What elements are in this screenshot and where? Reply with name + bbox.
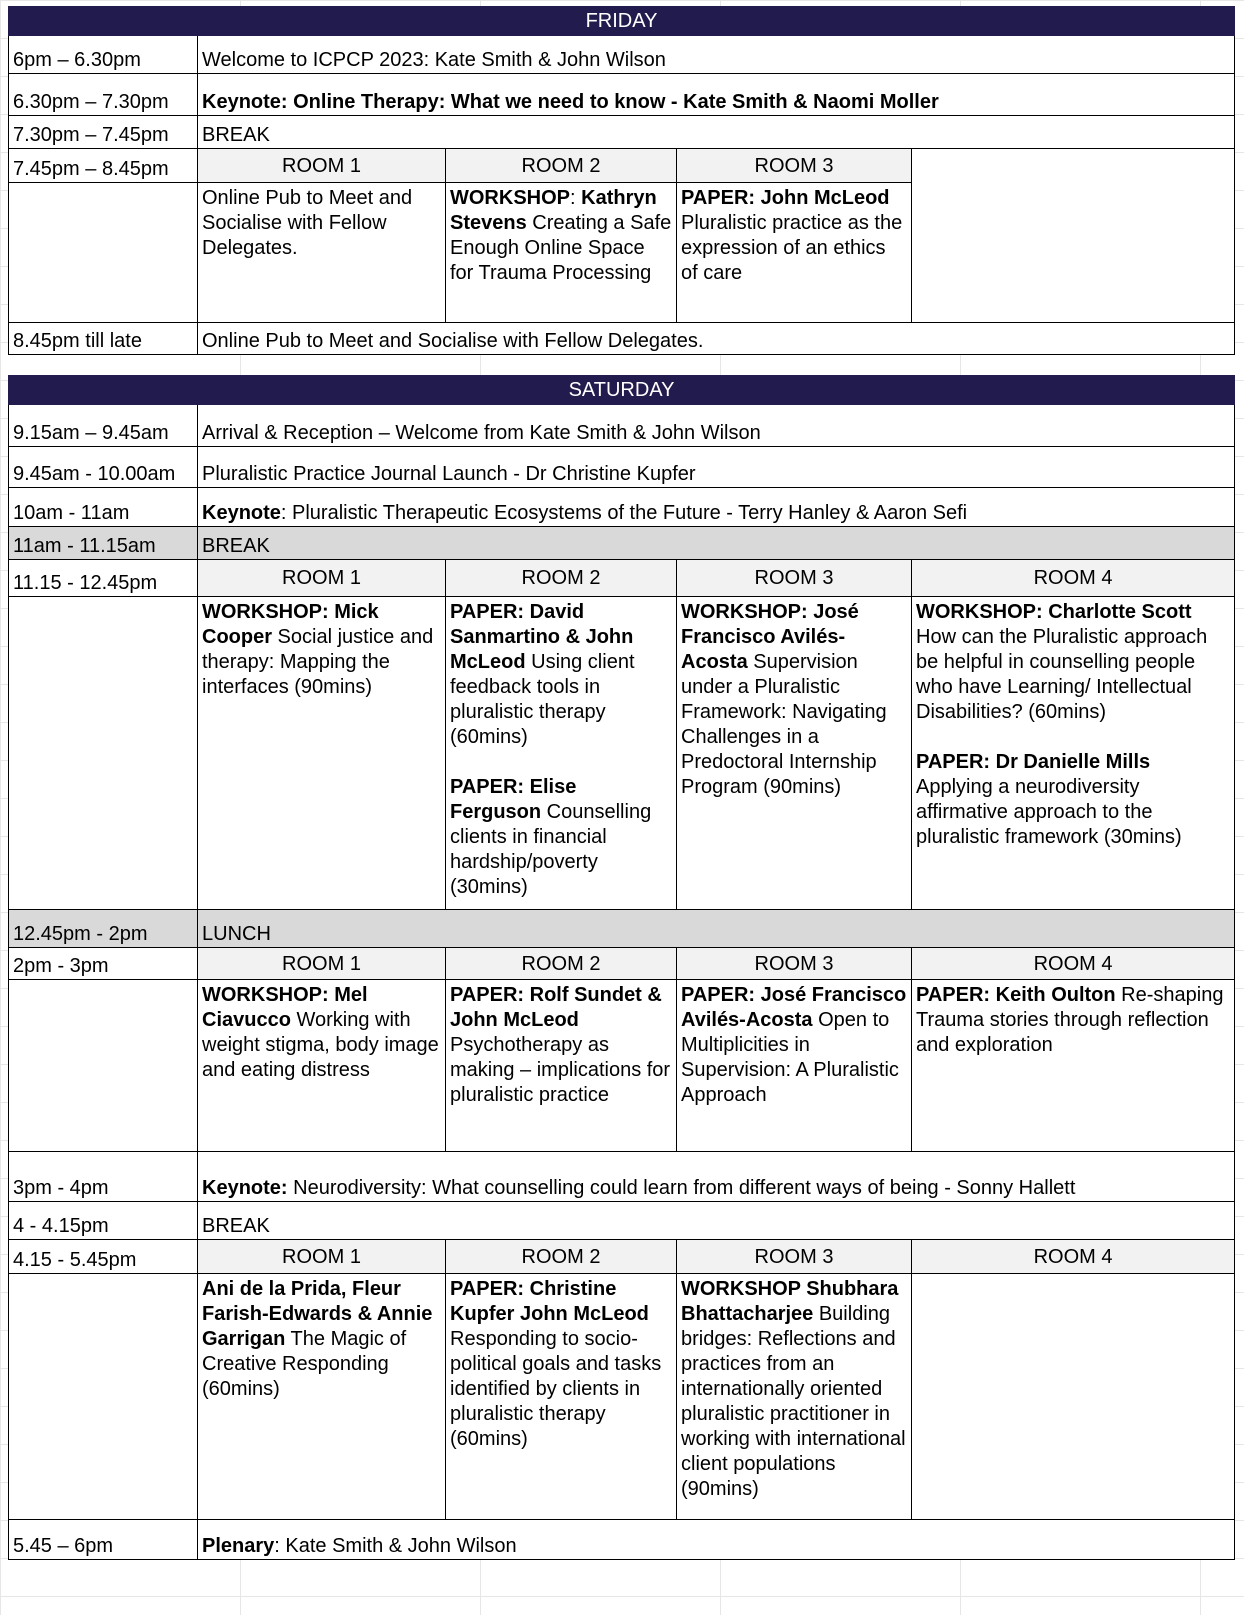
room1-session: WORKSHOP: Mel Ciavucco Working with weight stigma, body image and eating distress bbox=[198, 980, 446, 1152]
room-header: ROOM 3 bbox=[677, 1240, 912, 1274]
room-header: ROOM 4 bbox=[912, 560, 1235, 597]
keynote-cell: Keynote: Pluralistic Therapeutic Ecosystems of the Future - Terry Hanley & Aaron Sefi bbox=[198, 488, 1235, 527]
room-header: ROOM 1 bbox=[198, 560, 446, 597]
room4-session: PAPER: Keith Oulton Re-shaping Trauma stories through reflection and exploration bbox=[912, 980, 1235, 1152]
break-cell: BREAK bbox=[198, 116, 1235, 149]
room3-session: WORKSHOP: José Francisco Avilés-Acosta Supervision under a Pluralistic Framework: Navigating Challenges in a Predoctoral Internship Program (90mins) bbox=[677, 597, 912, 910]
room3-session: PAPER: John McLeod Pluralistic practice as the expression of an ethics of care bbox=[677, 183, 912, 323]
saturday-table bbox=[8, 375, 1235, 1560]
room-header: ROOM 3 bbox=[677, 560, 912, 597]
time-cell: 12.45pm - 2pm bbox=[9, 910, 198, 948]
room4-session: WORKSHOP: Charlotte Scott How can the Pluralistic approach be helpful in counselling people who have Learning/ Intellectual Disabilities? (60mins) PAPER: Dr Danielle Mills Applying a neurodiversity affirmative approach to the pluralistic framework (30mins) bbox=[912, 597, 1235, 910]
time-cell: 9.45am - 10.00am bbox=[9, 447, 198, 488]
event-cell: Arrival & Reception – Welcome from Kate Smith & John Wilson bbox=[198, 405, 1235, 447]
time-cell: 6.30pm – 7.30pm bbox=[9, 74, 198, 116]
room-header: ROOM 4 bbox=[912, 1240, 1235, 1274]
break-cell: BREAK bbox=[198, 1202, 1235, 1240]
keynote-cell: Keynote: Neurodiversity: What counselling could learn from different ways of being - Sonny Hallett bbox=[198, 1152, 1235, 1202]
time-cell: 7.30pm – 7.45pm bbox=[9, 116, 198, 149]
room-header: ROOM 2 bbox=[446, 149, 677, 183]
time-cell: 5.45 – 6pm bbox=[9, 1520, 198, 1560]
saturday-header: SATURDAY bbox=[9, 376, 1235, 405]
room3-session: PAPER: José Francisco Avilés-Acosta Open to Multiplicities in Supervision: A Pluralistic Approach bbox=[677, 980, 912, 1152]
time-cell: 2pm - 3pm bbox=[9, 948, 198, 980]
room1-session: WORKSHOP: Mick Cooper Social justice and therapy: Mapping the interfaces (90mins) bbox=[198, 597, 446, 910]
event-cell: Welcome to ICPCP 2023: Kate Smith & John Wilson bbox=[198, 36, 1235, 74]
time-cell: 3pm - 4pm bbox=[9, 1152, 198, 1202]
event-cell: Online Pub to Meet and Socialise with Fellow Delegates. bbox=[198, 323, 1235, 355]
time-cell: 11.15 - 12.45pm bbox=[9, 560, 198, 597]
room-header: ROOM 1 bbox=[198, 1240, 446, 1274]
time-cell: 9.15am – 9.45am bbox=[9, 405, 198, 447]
room-header: ROOM 3 bbox=[677, 149, 912, 183]
time-cell: 4.15 - 5.45pm bbox=[9, 1240, 198, 1274]
room3-session: WORKSHOP Shubhara Bhattacharjee Building bridges: Reflections and practices from an internationally oriented pluralistic practitioner in working with international client populations (90mins) bbox=[677, 1274, 912, 1520]
room-header: ROOM 1 bbox=[198, 149, 446, 183]
room-header: ROOM 3 bbox=[677, 948, 912, 980]
friday-table bbox=[8, 6, 1235, 355]
time-cell: 11am - 11.15am bbox=[9, 527, 198, 560]
room-header: ROOM 2 bbox=[446, 1240, 677, 1274]
room-header: ROOM 2 bbox=[446, 948, 677, 980]
time-cell: 10am - 11am bbox=[9, 488, 198, 527]
time-cell: 4 - 4.15pm bbox=[9, 1202, 198, 1240]
room4-session bbox=[912, 1274, 1235, 1520]
keynote-text: Keynote: Online Therapy: What we need to know - Kate Smith & Naomi Moller bbox=[202, 91, 939, 113]
plenary-cell: Plenary: Kate Smith & John Wilson bbox=[198, 1520, 1235, 1560]
time-cell: 8.45pm till late bbox=[9, 323, 198, 355]
room2-session: PAPER: Rolf Sundet & John McLeod Psychotherapy as making – implications for pluralistic practice bbox=[446, 980, 677, 1152]
event-cell: Pluralistic Practice Journal Launch - Dr Christine Kupfer bbox=[198, 447, 1235, 488]
room-header: ROOM 1 bbox=[198, 948, 446, 980]
room2-session: PAPER: Christine Kupfer John McLeod Responding to socio-political goals and tasks identified by clients in pluralistic therapy (60mins) bbox=[446, 1274, 677, 1520]
room2-session: PAPER: David Sanmartino & John McLeod Using client feedback tools in pluralistic therapy (60mins) PAPER: Elise Ferguson Counselling clients in financial hardship/poverty (30mins) bbox=[446, 597, 677, 910]
friday-header: FRIDAY bbox=[9, 7, 1235, 36]
time-cell: 7.45pm – 8.45pm bbox=[9, 149, 198, 183]
room-header: ROOM 2 bbox=[446, 560, 677, 597]
break-cell: BREAK bbox=[198, 527, 1235, 560]
time-cell: 6pm – 6.30pm bbox=[9, 36, 198, 74]
lunch-cell: LUNCH bbox=[198, 910, 1235, 948]
schedule-sheet bbox=[8, 6, 1234, 1560]
room2-session: WORKSHOP: Kathryn Stevens Creating a Safe Enough Online Space for Trauma Processing bbox=[446, 183, 677, 323]
event-cell bbox=[198, 74, 1235, 116]
room1-session: Online Pub to Meet and Socialise with Fellow Delegates. bbox=[198, 183, 446, 323]
room-header: ROOM 4 bbox=[912, 948, 1235, 980]
room1-session: Ani de la Prida, Fleur Farish-Edwards & Annie Garrigan The Magic of Creative Responding (60mins) bbox=[198, 1274, 446, 1520]
